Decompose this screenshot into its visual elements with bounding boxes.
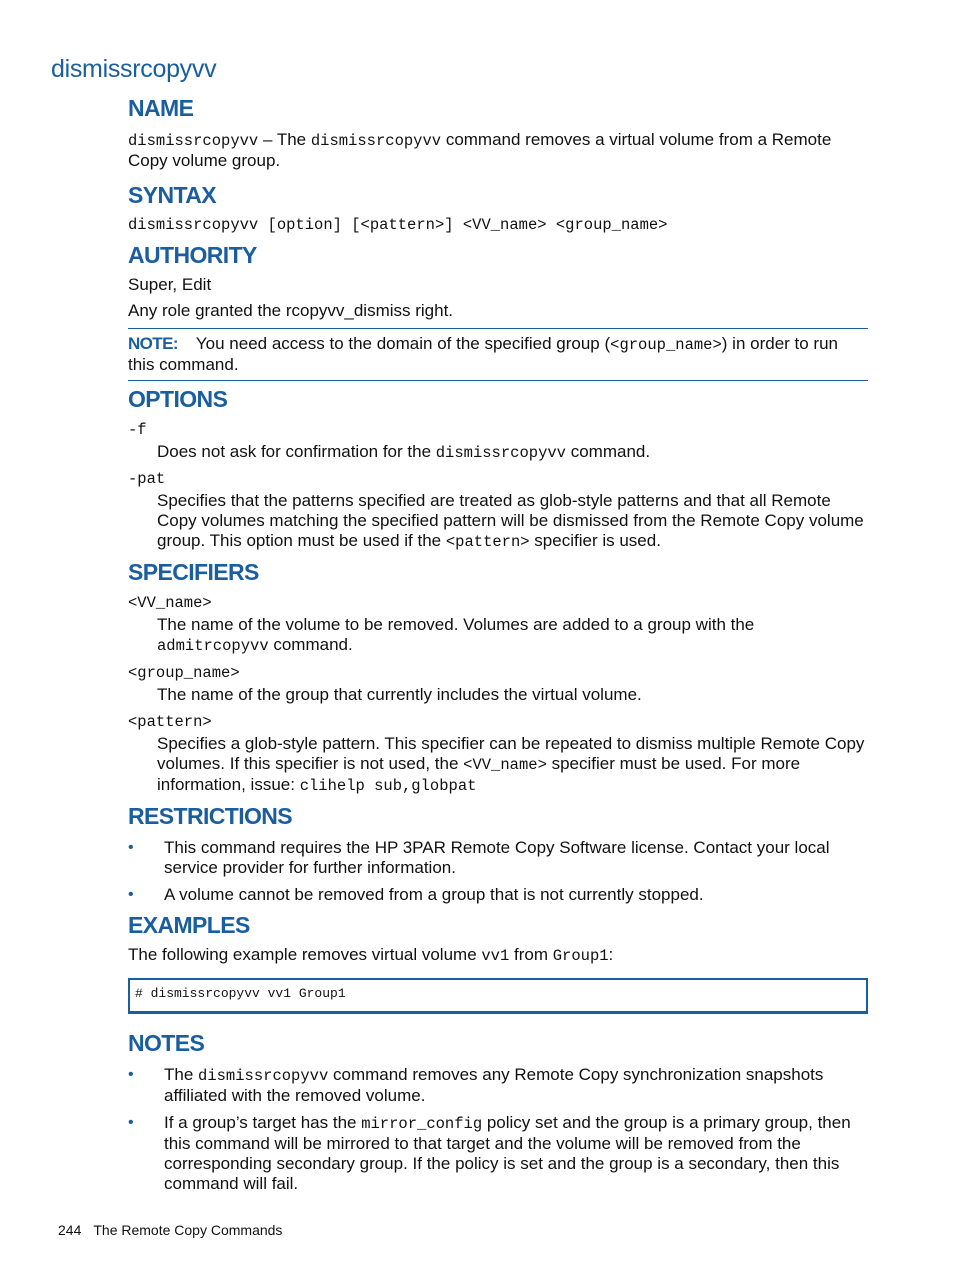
examples-pre: The following example removes virtual volume xyxy=(128,945,482,964)
spec-pattern-code: <VV_name> xyxy=(463,756,547,774)
option-f-post: command. xyxy=(565,442,651,461)
option-f-term: -f xyxy=(128,421,147,439)
note2-post: policy set and the group is a primary group, then this command will be mirrored to that target and the volume will be removed from the corresponding secondary group. If the policy is set and the group is a secondary, then this command will fail. xyxy=(164,1113,851,1193)
bullet-icon: • xyxy=(128,1066,134,1083)
examples-code1: vv1 xyxy=(481,947,510,965)
name-paragraph xyxy=(128,130,868,171)
name-desc: command removes a virtual volume from a Remote Copy volume group. xyxy=(128,130,832,170)
examples-mid: from xyxy=(509,945,553,964)
spec-vv-desc xyxy=(157,615,868,656)
examples-heading: EXAMPLES xyxy=(128,912,250,938)
page-title: dismissrcopyvv xyxy=(51,55,217,83)
spec-pattern-term: <pattern> xyxy=(128,713,212,731)
examples-intro xyxy=(128,945,868,966)
notes-list xyxy=(128,1065,868,1194)
name-heading: NAME xyxy=(128,95,194,121)
restriction-text-2: A volume cannot be removed from a group that is not currently stopped. xyxy=(164,885,704,904)
option-pat-post: specifier is used. xyxy=(529,531,661,550)
page-content xyxy=(128,94,868,1194)
note1-post: command removes any Remote Copy synchronization snapshots affiliated with the removed volume. xyxy=(164,1065,824,1105)
spec-vv-pre: The name of the volume to be removed. Volumes are added to a group with the xyxy=(157,615,755,634)
spec-group-term: <group_name> xyxy=(128,664,240,682)
list-item xyxy=(128,1065,868,1106)
note2-code: mirror_config xyxy=(361,1115,483,1133)
note-pre: You need access to the domain of the specified group ( xyxy=(195,334,611,353)
option-f-code: dismissrcopyvv xyxy=(435,444,566,462)
options-heading: OPTIONS xyxy=(128,386,228,412)
list-item xyxy=(128,1113,868,1194)
spec-pattern-mid: specifier must be used. For more information, issue: xyxy=(157,754,801,794)
note1-code: dismissrcopyvv xyxy=(198,1067,329,1085)
code-block: # dismissrcopyvv vv1 Group1 xyxy=(128,978,868,1014)
spec-vv-post: command. xyxy=(268,635,353,654)
name-cmd: dismissrcopyvv xyxy=(128,132,259,150)
authority-heading: AUTHORITY xyxy=(128,242,257,268)
note-label: NOTE: xyxy=(128,334,178,353)
list-item xyxy=(128,885,868,905)
authority-line2: Any role granted the rcopyvv_dismiss right. xyxy=(128,301,454,320)
restrictions-heading: RESTRICTIONS xyxy=(128,803,293,829)
restrictions-list xyxy=(128,838,868,905)
option-f-pre: Does not ask for confirmation for the xyxy=(157,442,436,461)
spec-pattern-code2: clihelp sub,globpat xyxy=(299,777,477,795)
footer-section: The Remote Copy Commands xyxy=(93,1222,283,1238)
bullet-icon: • xyxy=(128,886,134,903)
option-pat-desc xyxy=(157,491,868,552)
page-footer xyxy=(58,1222,282,1238)
notes-heading: NOTES xyxy=(128,1030,205,1056)
option-pat-code: <pattern> xyxy=(445,533,530,551)
note-code: <group_name> xyxy=(610,336,722,354)
option-pat-term: -pat xyxy=(128,470,166,488)
bullet-icon: • xyxy=(128,839,134,856)
syntax-line: dismissrcopyvv [option] [<pattern>] <VV_name> <group_name> xyxy=(128,216,668,234)
syntax-heading: SYNTAX xyxy=(128,182,216,208)
name-sep: – The xyxy=(258,130,311,149)
restriction-text-1: This command requires the HP 3PAR Remote Copy Software license. Contact your local service provider for further information. xyxy=(164,838,830,877)
page-number: 244 xyxy=(58,1222,82,1238)
note-post: ) in order to run this command. xyxy=(128,334,839,374)
list-item xyxy=(128,838,868,878)
authority-line1: Super, Edit xyxy=(128,275,212,294)
option-pat-pre: Specifies that the patterns specified are treated as glob-style patterns and that all Remote Copy volumes matching the specified pattern will be dismissed from the Remote Copy volume group. This option must be used if the xyxy=(157,491,864,550)
examples-post: : xyxy=(608,945,614,964)
spec-vv-code: admitrcopyvv xyxy=(157,637,269,655)
note1-pre: The xyxy=(164,1065,199,1084)
spec-vv-term: <VV_name> xyxy=(128,594,212,612)
name-cmd2: dismissrcopyvv xyxy=(310,132,442,150)
spec-pattern-pre: Specifies a glob-style pattern. This specifier can be repeated to dismiss multiple Remote Copy volumes. If this specifier is not used, the xyxy=(157,734,865,773)
option-f-desc xyxy=(157,442,868,463)
note2-pre: If a group’s target has the xyxy=(164,1113,362,1132)
specifiers-heading: SPECIFIERS xyxy=(128,559,259,585)
note-box xyxy=(128,328,868,381)
spec-group-desc: The name of the group that currently includes the virtual volume. xyxy=(157,685,642,704)
bullet-icon: • xyxy=(128,1114,134,1131)
examples-code2: Group1 xyxy=(552,947,609,965)
spec-pattern-desc xyxy=(157,734,868,796)
